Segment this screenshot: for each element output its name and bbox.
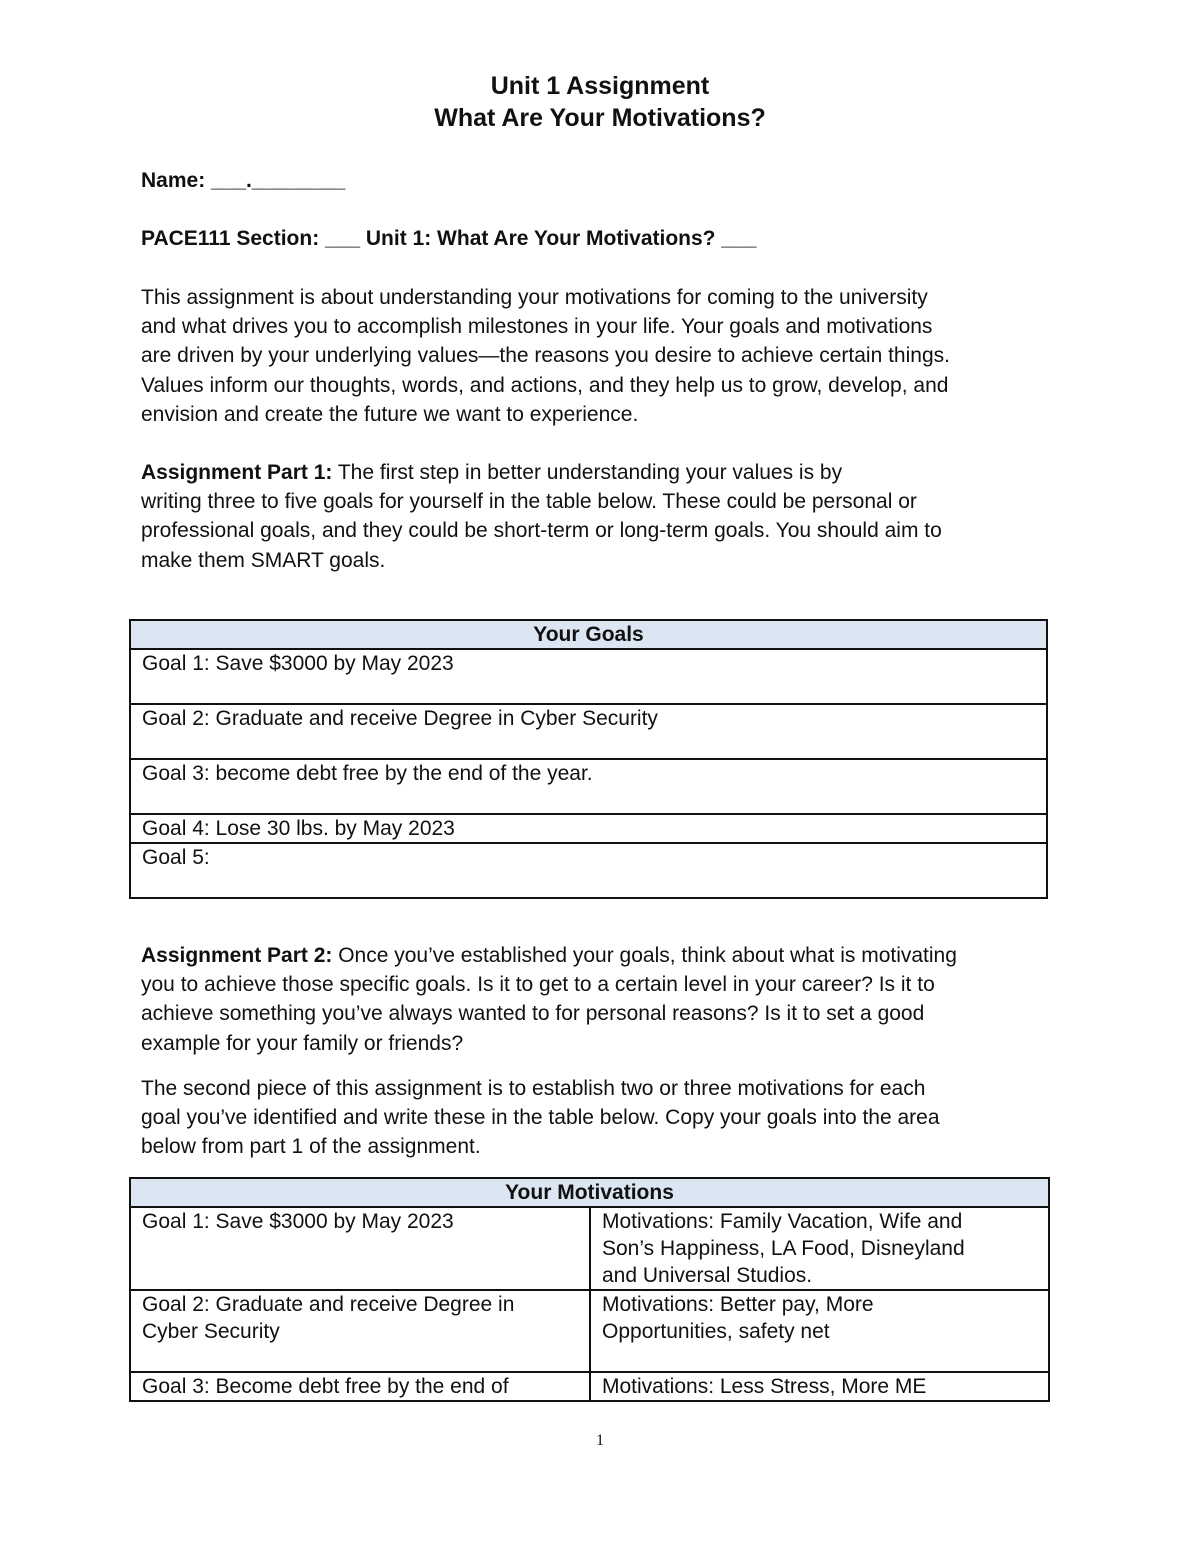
part2-label: Assignment Part 2: [141,944,333,967]
motivation-text: Motivations: Less Stress, More ME [602,1375,927,1398]
part1-text: The first step in better understanding your values is by [332,461,843,484]
part1-paragraph [141,458,1071,575]
motivation-text: and Universal Studios. [602,1264,813,1287]
motivation-goal-text: Cyber Security [142,1320,280,1343]
motivation-cell[interactable] [590,1290,1049,1372]
title-line-2: What Are Your Motivations? [434,104,766,132]
part2-text: Once you’ve established your goals, think about what is motivating [332,944,957,967]
part2-paragraph [141,941,1071,1058]
goal-cell[interactable]: Goal 5: [130,843,1047,898]
name-field-line: Name: ___.________ [141,169,346,192]
motivation-text: Motivations: Family Vacation, Wife and [602,1210,963,1233]
part1-line: professional goals, and they could be short-term or long-term goals. You should aim to [141,519,942,543]
intro-line: and what drives you to accomplish milestones in your life. Your goals and motivations [141,315,933,339]
part2-second-line: The second piece of this assignment is to establish two or three motivations for each [141,1077,926,1100]
part2-line: you to achieve those specific goals. Is it to get to a certain level in your career? Is it to [141,973,935,997]
part2-second-paragraph [141,1074,1071,1162]
motivation-goal-cell[interactable] [130,1207,590,1290]
part1-label: Assignment Part 1: [141,461,333,484]
goals-table-header: Your Goals [130,620,1047,649]
intro-line: are driven by your underlying values—the reasons you desire to achieve certain things. [141,344,950,368]
intro-line: This assignment is about understanding your motivations for coming to the university [141,286,928,309]
goals-table [129,619,1048,899]
goal-cell[interactable]: Goal 4: Lose 30 lbs. by May 2023 [130,814,1047,843]
goal-cell[interactable]: Goal 3: become debt free by the end of the year. [130,759,1047,814]
motivation-goal-cell[interactable] [130,1372,590,1401]
motivation-cell[interactable] [590,1372,1049,1401]
motivations-table [129,1177,1050,1402]
part1-line: make them SMART goals. [141,548,386,572]
goal-cell[interactable]: Goal 2: Graduate and receive Degree in Cyber Security [130,704,1047,759]
motivation-goal-text: Goal 3: Become debt free by the end of [142,1375,509,1398]
part2-second-line: below from part 1 of the assignment. [141,1135,481,1159]
part2-second-line: goal you’ve identified and write these in the table below. Copy your goals into the area [141,1106,940,1130]
page-number: 1 [596,1432,604,1449]
motivation-goal-text: Goal 1: Save $3000 by May 2023 [142,1210,454,1233]
document-title [0,70,1200,134]
intro-line: Values inform our thoughts, words, and actions, and they help us to grow, develop, and [141,373,949,397]
motivations-table-header: Your Motivations [130,1178,1049,1207]
intro-paragraph [141,283,1071,429]
motivation-text: Son’s Happiness, LA Food, Disneyland [602,1237,965,1260]
motivation-cell[interactable] [590,1207,1049,1290]
motivation-text: Motivations: Better pay, More [602,1293,874,1316]
part2-line: example for your family or friends? [141,1031,464,1055]
part1-line: writing three to five goals for yourself in the table below. These could be personal or [141,490,917,514]
part2-first-line [141,941,1071,970]
title-line-1: Unit 1 Assignment [490,72,710,100]
motivation-text: Opportunities, safety net [602,1320,830,1343]
motivation-goal-cell[interactable] [130,1290,590,1372]
part2-line: achieve something you’ve always wanted to for personal reasons? Is it to set a good [141,1002,925,1026]
goal-cell[interactable]: Goal 1: Save $3000 by May 2023 [130,649,1047,704]
motivation-goal-text: Goal 2: Graduate and receive Degree in [142,1293,515,1316]
section-line: PACE111 Section: ___ Unit 1: What Are Your Motivations? ___ [141,227,757,250]
intro-line: envision and create the future we want to experience. [141,402,639,426]
part1-first-line [141,458,1071,487]
